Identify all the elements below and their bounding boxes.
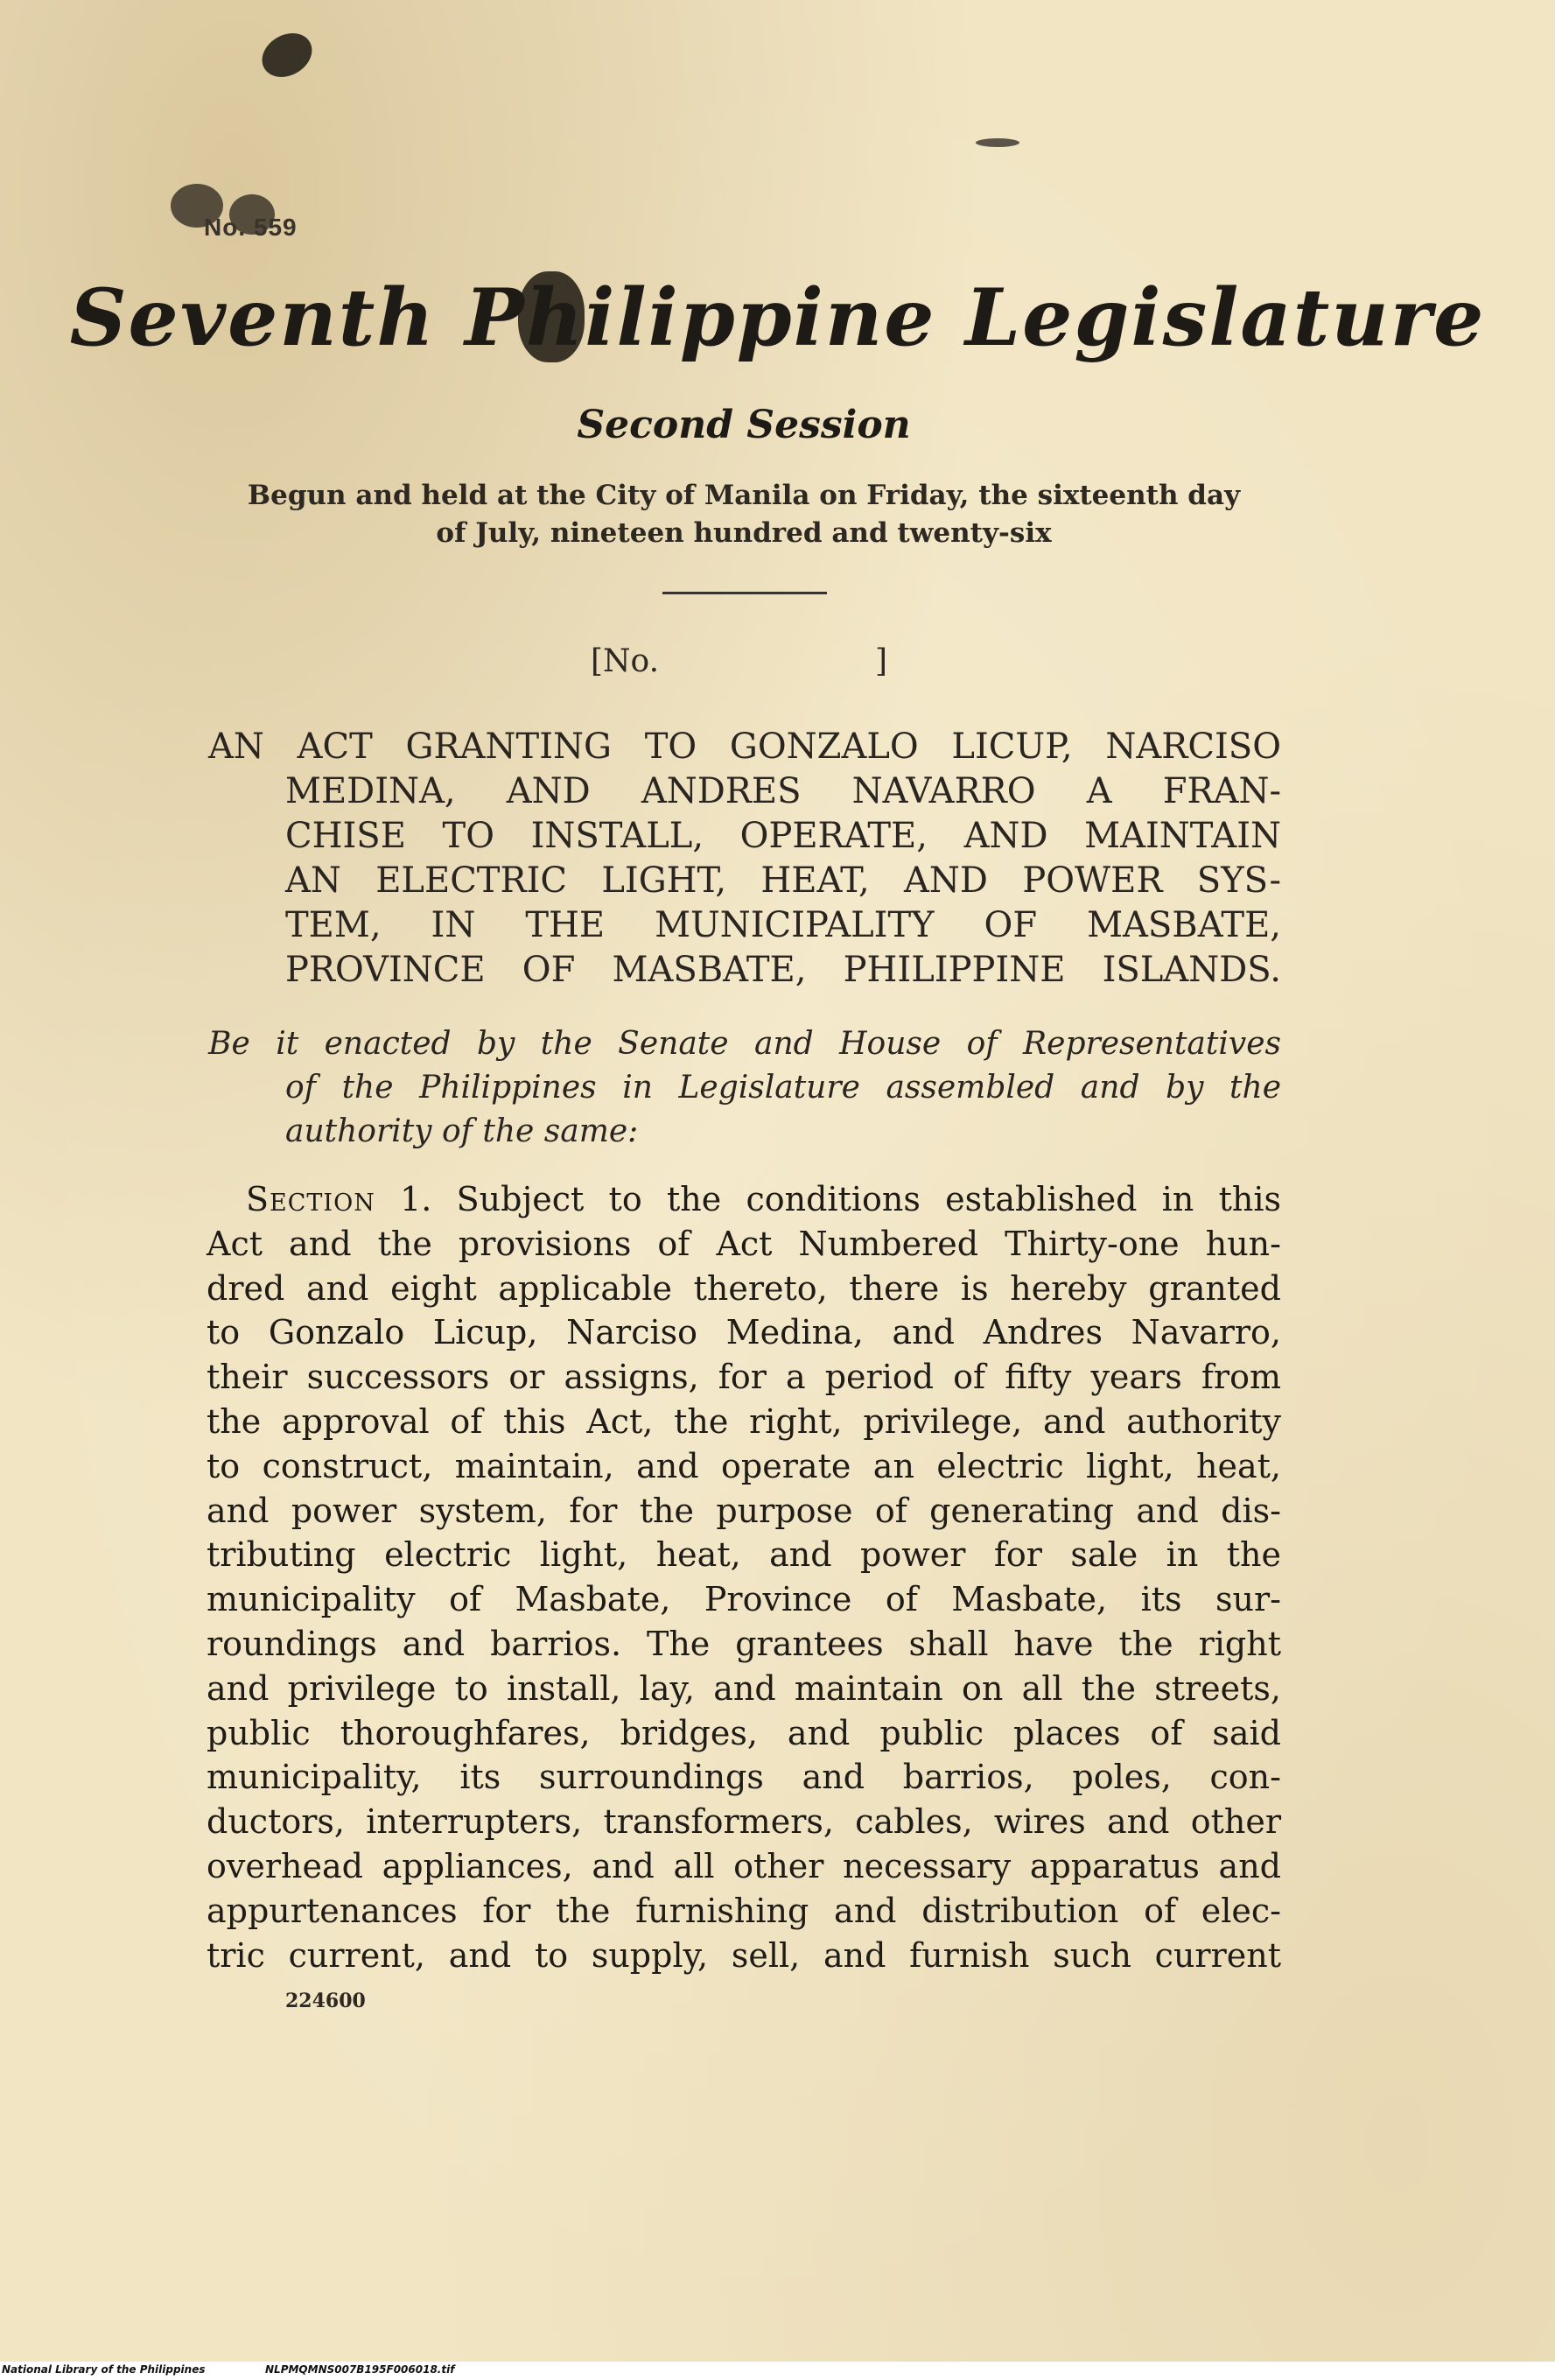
divider-rule — [662, 592, 827, 594]
section-line: roundings and barrios. The grantees shall have the right — [207, 1624, 1281, 1663]
section-line — [207, 1177, 1281, 1222]
legislature-title: Seventh Philippine Legislature — [69, 271, 1486, 364]
session-dates-line: of July, nineteen hundred and twenty-six — [436, 517, 1052, 549]
act-number-close: ] — [875, 643, 888, 679]
section-line: public thoroughfares, bridges, and public places of said — [207, 1713, 1281, 1752]
section-label: Section — [246, 1180, 375, 1218]
section-line: overhead appliances, and all other necessary apparatus and — [207, 1846, 1281, 1885]
section-first-line-text: 1. Subject to the conditions established in this — [375, 1180, 1281, 1218]
section-line: appurtenances for the furnishing and distribution of elec- — [207, 1891, 1281, 1930]
scan-filename: NLPMQMNS007B195F006018.tif — [265, 2363, 455, 2376]
ink-stain — [976, 138, 1019, 147]
section-line: municipality of Masbate, Province of Masbate, its sur- — [207, 1580, 1281, 1619]
act-title-line: MEDINA, AND ANDRES NAVARRO A FRAN- — [285, 771, 1281, 811]
section-line: ductors, interrupters, transformers, cables, wires and other — [207, 1802, 1281, 1842]
scan-credit: National Library of the Philippines — [2, 2363, 206, 2376]
act-title-line: PROVINCE OF MASBATE, PHILIPPINE ISLANDS. — [285, 950, 1281, 990]
act-title-line: CHISE TO INSTALL, OPERATE, AND MAINTAIN — [285, 816, 1281, 856]
enacting-clause-line: authority of the same: — [285, 1113, 639, 1149]
session-dates — [206, 477, 1282, 552]
section-line: and power system, for the purpose of generating and dis- — [207, 1491, 1281, 1530]
section-line: tric current, and to supply, sell, and furnish such current — [207, 1935, 1281, 1975]
scan-footer-bar — [0, 2362, 1555, 2380]
enacting-clause-line: Be it enacted by the Senate and House of Representatives — [208, 1026, 1281, 1062]
act-title-line: AN ACT GRANTING TO GONZALO LICUP, NARCISO — [208, 727, 1281, 767]
act-title-line: AN ELECTRIC LIGHT, HEAT, AND POWER SYS- — [285, 860, 1281, 901]
section-1 — [207, 1177, 1281, 1977]
section-line: Act and the provisions of Act Numbered Thirty-one hun- — [207, 1224, 1281, 1263]
bill-number: No. 559 — [204, 214, 298, 241]
printer-number: 224600 — [285, 1990, 366, 2012]
act-title — [208, 725, 1281, 993]
act-number-open: [No. — [591, 643, 660, 679]
enacting-clause-line: of the Philippines in Legislature assembled and by the — [285, 1070, 1281, 1106]
section-line: their successors or assigns, for a period of fifty years from — [207, 1358, 1281, 1397]
section-line: the approval of this Act, the right, privilege, and authority — [207, 1401, 1281, 1441]
section-line: to Gonzalo Licup, Narciso Medina, and Andres Navarro, — [207, 1313, 1281, 1352]
enacting-clause — [208, 1022, 1281, 1154]
session-dates-line: Begun and held at the City of Manila on Friday, the sixteenth day — [247, 480, 1241, 511]
section-line: to construct, maintain, and operate an electric light, heat, — [207, 1446, 1281, 1485]
section-line: municipality, its surroundings and barrios, poles, con- — [207, 1758, 1281, 1797]
session-heading: Second Session — [577, 403, 911, 447]
ink-stain — [255, 25, 320, 86]
act-title-line: TEM, IN THE MUNICIPALITY OF MASBATE, — [285, 905, 1281, 945]
section-line: and privilege to install, lay, and maintain on all the streets, — [207, 1668, 1281, 1708]
section-line: dred and eight applicable thereto, there is hereby granted — [207, 1268, 1281, 1308]
section-line: tributing electric light, heat, and power for sale in the — [207, 1535, 1281, 1575]
